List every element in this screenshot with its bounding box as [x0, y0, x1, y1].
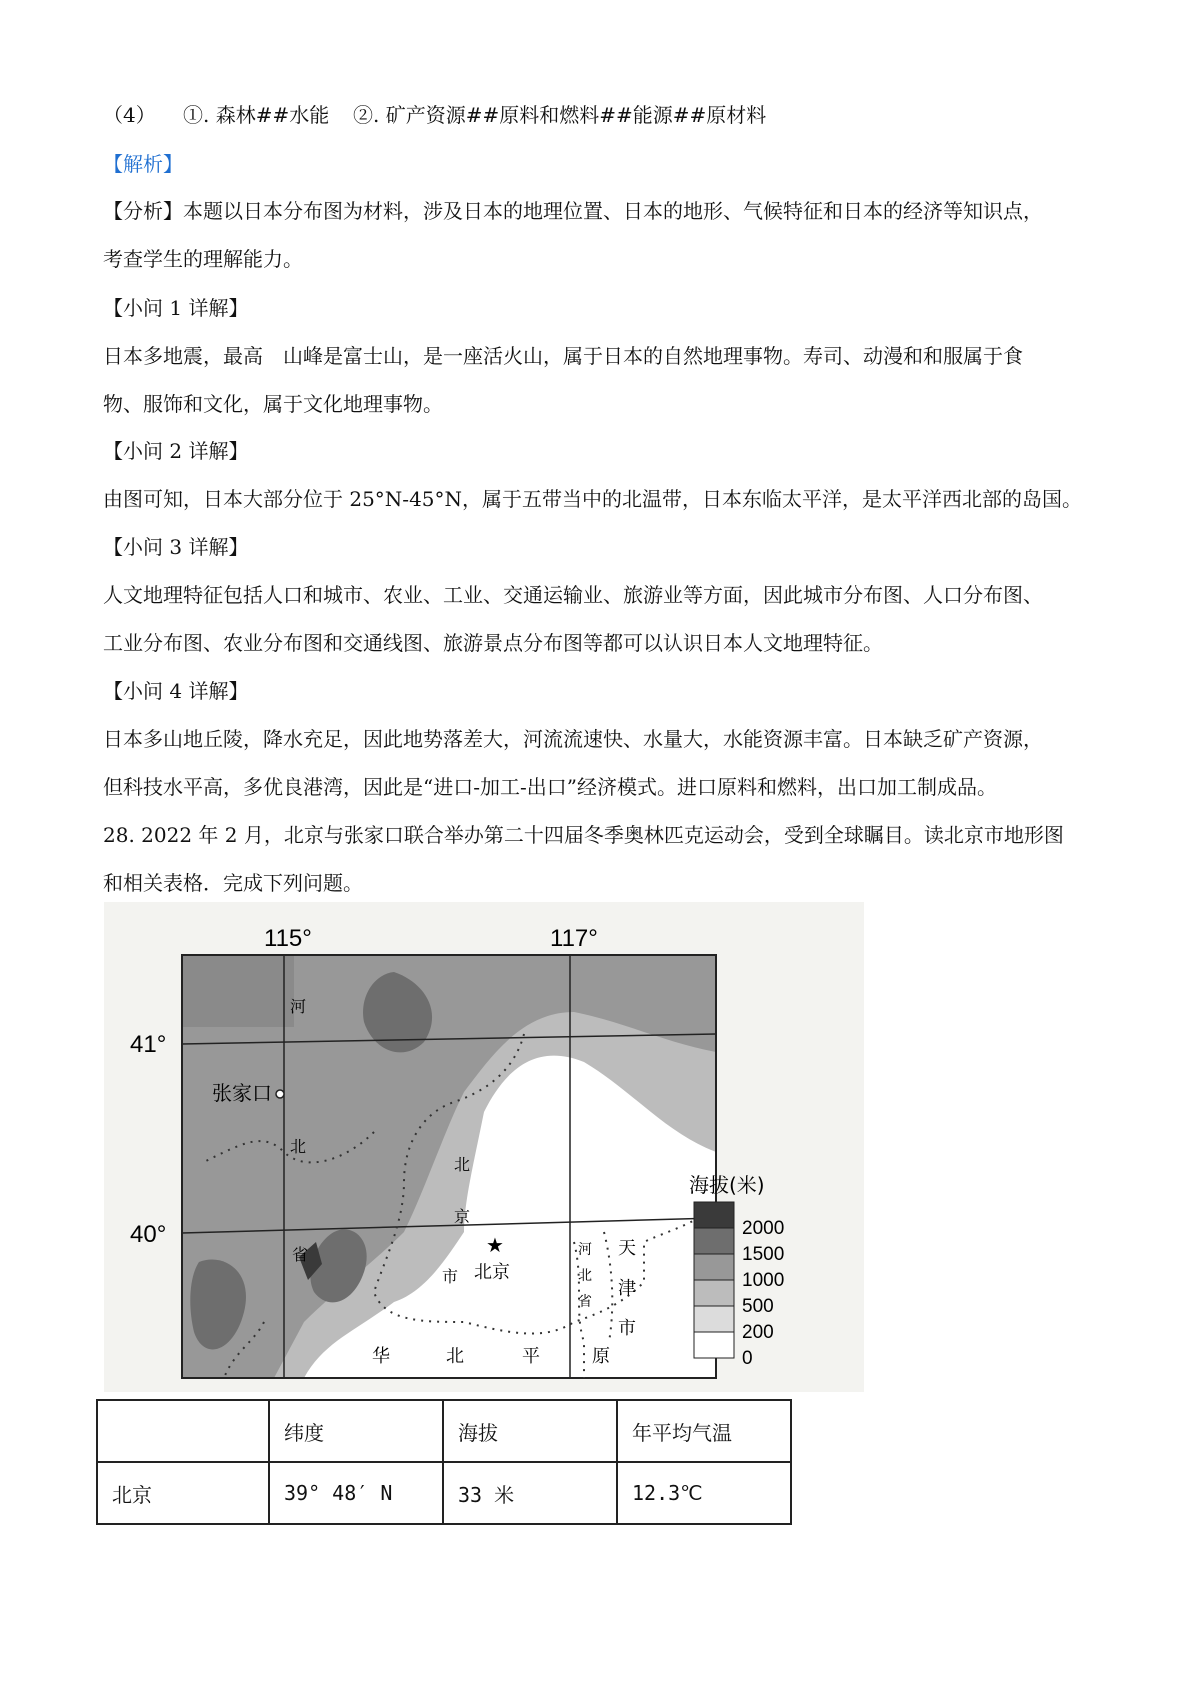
label-plain-bei: 北	[446, 1346, 464, 1367]
q28-line-1: 28. 2022 年 2 月，北京与张家口联合举办第二十四届冬季奥林匹克运动会，受到全球瞩目。读北京市地形图	[103, 823, 1064, 847]
table-row	[97, 1462, 791, 1524]
label-zhangjiakou: 张家口	[212, 1083, 272, 1105]
label-tianjin-shi: 市	[618, 1318, 636, 1339]
legend-swatch	[694, 1202, 734, 1228]
table-cell: 39° 48′ N	[269, 1462, 443, 1524]
legend-swatch	[694, 1254, 734, 1280]
beijing-terrain-map	[104, 902, 864, 1392]
label-bei-2: 北	[454, 1155, 471, 1174]
map-frame-group	[182, 955, 716, 1378]
legend-level-label: 1000	[742, 1270, 785, 1291]
label-jing: 京	[454, 1207, 471, 1226]
table-header-cell: 年平均气温	[617, 1400, 791, 1462]
answer-option-1: ①. 森林##水能	[183, 103, 330, 127]
answer-option-2: ②. 矿产资源##原料和燃料##能源##原材料	[353, 103, 767, 127]
label-tianjin-tian: 天	[618, 1238, 636, 1259]
label-plain-yuan: 原	[592, 1346, 610, 1367]
legend-swatch	[694, 1306, 734, 1332]
label-hebei-bei: 北	[578, 1268, 592, 1284]
q4-line-2: 但科技水平高，多优良港湾，因此是“进口-加工-出口”经济模式。进口原料和燃料，出口加工制成品。	[103, 775, 997, 799]
lat-label-40: 40°	[130, 1221, 167, 1248]
legend-level-label: 200	[742, 1322, 774, 1343]
beijing-data-table	[96, 1399, 792, 1525]
legend-swatch	[694, 1332, 734, 1358]
q1-line-2: 物、服饰和文化，属于文化地理事物。	[103, 392, 443, 416]
table-header-cell: 海拔	[443, 1400, 617, 1462]
label-hebei-he: 河	[578, 1242, 592, 1258]
legend-level-label: 500	[742, 1296, 774, 1317]
label-plain-hua: 华	[372, 1346, 390, 1367]
q3-heading: 【小问 3 详解】	[103, 535, 249, 559]
q28-line-2: 和相关表格．完成下列问题。	[103, 871, 363, 895]
table-cell: 北京	[97, 1462, 269, 1524]
answer-line	[103, 101, 766, 129]
q4-heading: 【小问 4 详解】	[103, 679, 249, 703]
table-cell: 33 米	[443, 1462, 617, 1524]
legend-title: 海拔(米)	[689, 1173, 765, 1197]
lat-label-41: 41°	[130, 1031, 167, 1058]
answer-number: （4）	[103, 103, 156, 127]
legend-swatch	[694, 1228, 734, 1254]
fenxi-line-2: 考查学生的理解能力。	[103, 247, 303, 271]
q1-heading: 【小问 1 详解】	[103, 296, 249, 320]
table-header-cell: 纬度	[269, 1400, 443, 1462]
fenxi-line-1: 【分析】本题以日本分布图为材料，涉及日本的地理位置、日本的地形、气候特征和日本的经济等知识点，	[103, 199, 1043, 223]
analysis-heading: 【解析】	[103, 152, 183, 176]
legend-level-label: 2000	[742, 1218, 785, 1239]
legend-level-label: 1500	[742, 1244, 785, 1265]
label-beijing: 北京	[474, 1262, 510, 1283]
zhangjiakou-marker	[276, 1090, 284, 1098]
legend-swatch	[694, 1280, 734, 1306]
q2-line-1: 由图可知，日本大部分位于 25°N-45°N，属于五带当中的北温带，日本东临太平洋，是太平洋西北部的岛国。	[103, 487, 1083, 511]
lon-label-115: 115°	[264, 925, 312, 952]
label-bei-1: 北	[290, 1137, 307, 1156]
beijing-star-icon: ★	[486, 1233, 504, 1257]
table-header-cell	[97, 1400, 269, 1462]
lon-label-117: 117°	[550, 925, 598, 952]
legend-level-label: 0	[742, 1348, 753, 1369]
q2-heading: 【小问 2 详解】	[103, 439, 249, 463]
label-sheng: 省	[292, 1245, 309, 1264]
label-tianjin-jin: 津	[618, 1278, 636, 1299]
terrain-plateau	[182, 955, 294, 1027]
label-shi: 市	[442, 1267, 459, 1286]
table-header-row	[97, 1400, 791, 1462]
q4-line-1: 日本多山地丘陵，降水充足，因此地势落差大，河流流速快、水量大，水能资源丰富。日本缺乏矿产资源，	[103, 727, 1043, 751]
q3-line-1: 人文地理特征包括人口和城市、农业、工业、交通运输业、旅游业等方面，因此城市分布图、人口分布图、	[103, 583, 1043, 607]
q3-line-2: 工业分布图、农业分布图和交通线图、旅游景点分布图等都可以认识日本人文地理特征。	[103, 631, 883, 655]
q1-line-1: 日本多地震，最高 山峰是富士山，是一座活火山，属于日本的自然地理事物。寿司、动漫和和服属于食	[103, 344, 1023, 368]
label-hebei-sheng: 省	[578, 1294, 592, 1310]
label-he: 河	[290, 997, 307, 1016]
label-plain-ping: 平	[522, 1346, 540, 1367]
table-cell: 12.3℃	[617, 1462, 791, 1524]
